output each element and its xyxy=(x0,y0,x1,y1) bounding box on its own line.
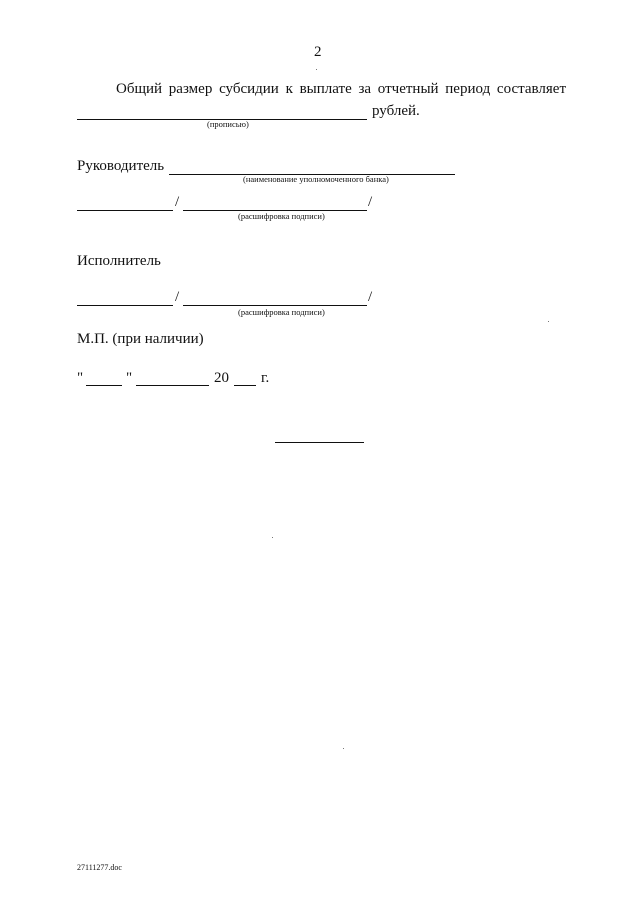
date-day-line xyxy=(86,385,122,386)
manager-slash: / xyxy=(175,194,180,210)
scan-speck xyxy=(272,537,273,538)
subsidy-sentence: Общий размер субсидии к выплате за отчетный период составляет xyxy=(116,81,566,97)
date-year-line xyxy=(234,385,256,386)
footer-filename: 27111277.doc xyxy=(77,863,122,872)
manager-signature-caption: (расшифровка подписи) xyxy=(238,211,325,221)
manager-slash-end: / xyxy=(368,194,373,210)
scan-speck xyxy=(316,69,317,70)
stamp-note: М.П. (при наличии) xyxy=(77,331,204,347)
bank-name-caption: (наименование уполномоченного банка) xyxy=(243,174,389,184)
end-separator-line xyxy=(275,442,364,443)
subsidy-currency: рублей. xyxy=(372,103,420,119)
executor-label: Исполнитель xyxy=(77,253,161,269)
manager-label: Руководитель xyxy=(77,158,165,174)
manager-signature-line xyxy=(77,210,173,211)
date-year-suffix: г. xyxy=(261,370,270,386)
scan-speck xyxy=(343,748,344,749)
executor-signature-caption: (расшифровка подписи) xyxy=(238,307,325,317)
scan-speck xyxy=(548,321,549,322)
date-quote-close: " xyxy=(126,370,133,386)
subsidy-words-caption: (прописью) xyxy=(207,119,249,129)
page-number: 2 xyxy=(314,44,322,60)
date-month-line xyxy=(136,385,209,386)
executor-slash: / xyxy=(175,289,180,305)
executor-signature-line xyxy=(77,305,173,306)
date-year-prefix: 20 xyxy=(214,370,229,386)
date-quote-open: " xyxy=(77,370,84,386)
executor-name-line xyxy=(183,305,367,306)
executor-slash-end: / xyxy=(368,289,373,305)
